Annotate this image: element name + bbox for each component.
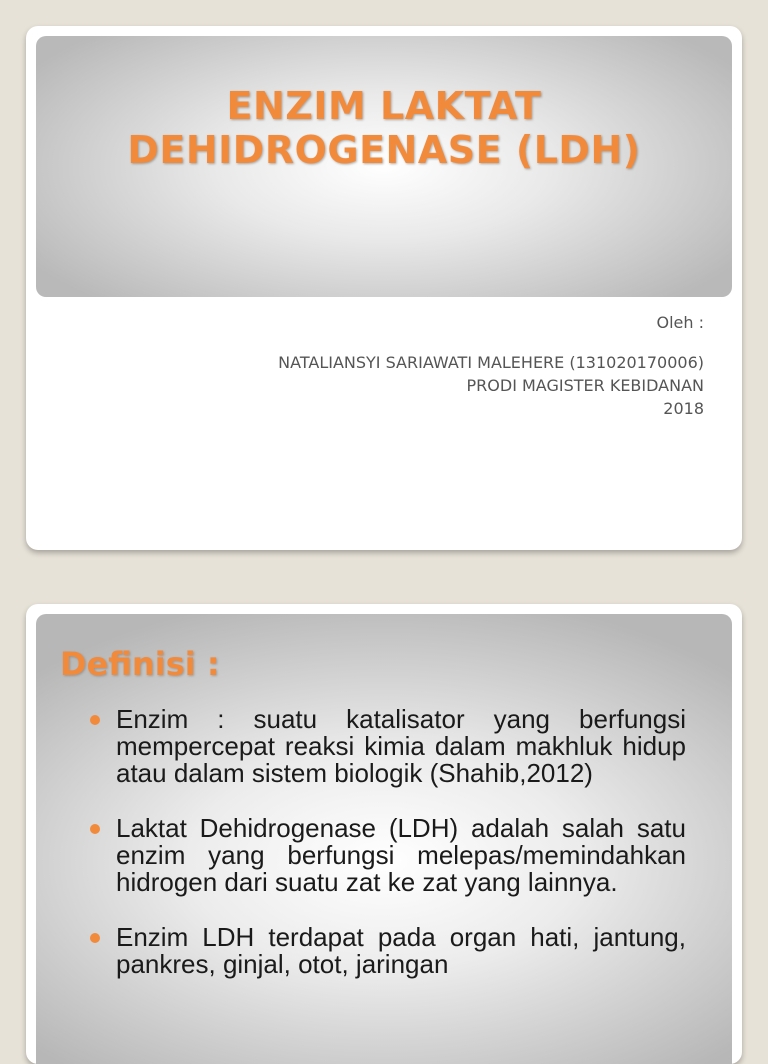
author-year: 2018 [663,399,704,418]
bullet-text: Enzim : suatu katalisator yang berfungsi mempercepat reaksi kimia dalam makhluk hidup atau dalam sistem biologik (Shahib,2012) [116,704,686,788]
bullet-dot-icon [90,824,100,834]
bullet-item [90,706,686,787]
bullet-dot-icon [90,933,100,943]
author-program: PRODI MAGISTER KEBIDANAN [466,376,704,395]
bullet-item [90,924,686,978]
author-block [278,311,704,420]
bullet-item [90,815,686,896]
content-panel [36,614,732,1064]
title-line-1: ENZIM LAKTAT [226,84,542,128]
author-label: Oleh : [656,313,704,332]
bullet-text: Enzim LDH terdapat pada organ hati, jantung, pankres, ginjal, otot, jaringan [116,922,686,979]
title-panel [36,36,732,297]
bullet-list [90,706,686,1006]
bullet-text: Laktat Dehidrogenase (LDH) adalah salah satu enzim yang berfungsi melepas/memindahkan hidrogen dari suatu zat ke zat yang lainnya. [116,813,686,897]
title-line-2: DEHIDROGENASE (LDH) [127,128,641,172]
bullet-dot-icon [90,715,100,725]
author-name: NATALIANSYI SARIAWATI MALEHERE (131020170006) [278,353,704,372]
title-slide [26,26,742,550]
slide-heading: Definisi : [60,645,220,683]
slide-title [36,84,732,172]
definition-slide [26,604,742,1064]
